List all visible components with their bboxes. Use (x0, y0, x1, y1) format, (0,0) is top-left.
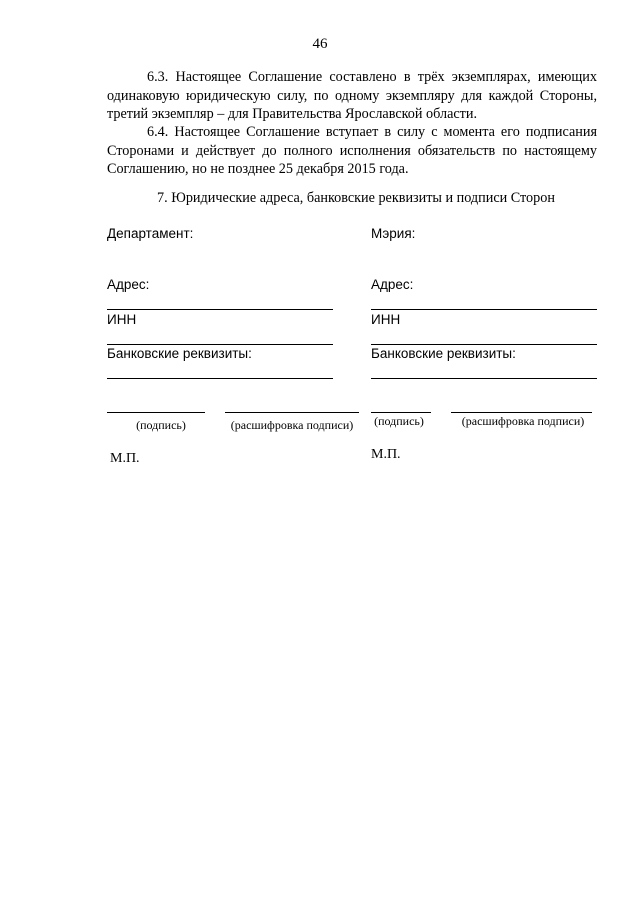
clause-6-4: 6.4. Настоящее Соглашение вступает в силу с момента его подписания Сторонами и действует до полного исполнения обязательств по настоящему Соглашению, но не позднее 25 декабря 2015 года. (107, 124, 597, 177)
party-right-decode-caption: (расшифровка подписи) (461, 414, 585, 428)
party-left-signature-caption: (подпись) (136, 418, 186, 432)
party-left-address-line (107, 309, 333, 310)
party-left-bank-line (107, 378, 333, 379)
clause-6-3: 6.3. Настоящее Соглашение составлено в трёх экземплярах, имеющих одинаковую юридическую силу, по одному экземпляру для каждой Стороны, третий экземпляр – для Правительства Ярославской области. (107, 69, 597, 122)
section-heading: 7. Юридические адреса, банковские реквизиты и подписи Сторон (157, 190, 555, 206)
party-right-bank-line (371, 378, 597, 379)
party-right-bank-label: Банковские реквизиты: (371, 346, 516, 361)
party-left-decode-line (225, 412, 359, 413)
party-left-name: Департамент: (107, 226, 194, 241)
party-right-stamp: М.П. (371, 447, 401, 462)
party-left-stamp: М.П. (110, 451, 140, 466)
party-right-address-line (371, 309, 597, 310)
page-number: 46 (312, 36, 328, 52)
party-right-inn-label: ИНН (371, 312, 401, 327)
party-left-inn-line (107, 344, 333, 345)
party-left-bank-label: Банковские реквизиты: (107, 346, 252, 361)
party-left-decode-caption: (расшифровка подписи) (230, 418, 354, 432)
party-right-name: Мэрия: (371, 226, 416, 241)
party-left-address-label: Адрес: (107, 277, 150, 292)
party-right-decode-line (451, 412, 592, 413)
party-right-signature-caption: (подпись) (374, 414, 424, 428)
party-right-address-label: Адрес: (371, 277, 414, 292)
party-right-signature-line (371, 412, 431, 413)
party-left-inn-label: ИНН (107, 312, 137, 327)
party-right-inn-line (371, 344, 597, 345)
party-left-signature-line (107, 412, 205, 413)
